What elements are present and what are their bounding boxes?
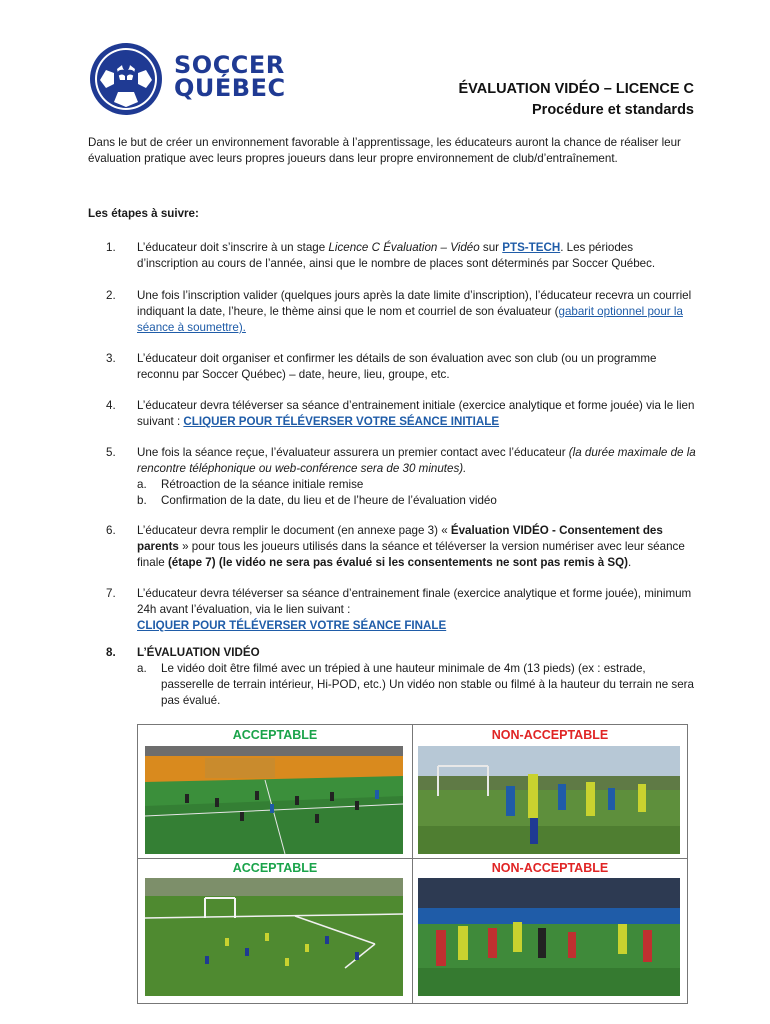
- camera-angle-examples-table: [137, 724, 688, 1004]
- indoor-field-ground-level-photo: [418, 878, 680, 996]
- non-acceptable-label: NON-ACCEPTABLE: [491, 861, 609, 875]
- step-text: » pour tous les joueurs utilisés dans la séance et téléverser la version numériser avec leur séance finale: [137, 540, 685, 569]
- step-text-italic: Licence C Évaluation – Vidéo: [328, 241, 480, 254]
- step-text: L’éducateur devra remplir le document (en annexe page 3) «: [137, 524, 451, 537]
- step-5: [106, 445, 696, 509]
- sub-letter: a.: [137, 478, 147, 491]
- step-body: [137, 240, 696, 272]
- step-number: 5.: [106, 446, 116, 459]
- logo-line-1: SOCCER: [174, 51, 285, 79]
- step-text: .: [628, 556, 632, 569]
- step-text-italic: (la durée maximale de la rencontre téléphonique ou web-conférence sera de 30 minutes).: [137, 446, 696, 475]
- pts-tech-link[interactable]: PTS-TECH: [502, 241, 561, 254]
- step-text: L’éducateur devra téléverser sa séance d’entrainement finale (exercice analytique et forme jouée), minimum 24h avant l’évaluation, via le lien suivant :: [137, 587, 692, 616]
- step-text-bold: Évaluation VIDÉO - Consentement des parents: [137, 524, 663, 553]
- step-number: 8.: [106, 646, 116, 659]
- gabarit-link[interactable]: gabarit optionnel pour la séance à soumettre).: [137, 305, 683, 334]
- step-text: Une fois la séance reçue, l’évaluateur assurera un premier contact avec l’éducateur: [137, 446, 569, 459]
- upload-final-session-link[interactable]: CLIQUER POUR TÉLÉVERSER VOTRE SÉANCE FINALE: [137, 619, 447, 632]
- step-4: [106, 398, 696, 430]
- logo-line-2: QUÉBEC: [174, 74, 286, 102]
- step-text: L’éducateur doit s’inscrire à un stage: [137, 241, 329, 254]
- acceptable-label: ACCEPTABLE: [232, 861, 318, 875]
- sub-item-a: [137, 477, 696, 493]
- logo-wordmark: [174, 51, 286, 102]
- soccer-quebec-logo: [88, 40, 286, 118]
- table-divider-horizontal: [138, 858, 687, 859]
- non-acceptable-label: NON-ACCEPTABLE: [491, 728, 609, 742]
- step-2: [106, 288, 696, 336]
- outdoor-field-ground-level-photo: [418, 746, 680, 854]
- step-number: 7.: [106, 587, 116, 600]
- step-text-bold: (le vidéo ne sera pas évalué si les consentements ne sont pas remis à SQ): [218, 556, 629, 569]
- sub-item-b: [137, 493, 696, 509]
- step-number: 4.: [106, 399, 116, 412]
- step-3: [106, 351, 696, 383]
- step-body: [137, 445, 696, 509]
- soccer-ball-fleur-de-lis-icon: [88, 40, 166, 118]
- sub-item-a: [137, 661, 696, 709]
- step-body: [137, 586, 696, 634]
- step-body: [137, 288, 696, 336]
- outdoor-field-high-angle-photo: [145, 878, 403, 996]
- step-7: [106, 586, 696, 634]
- step-text-bold: (étape 7): [167, 556, 216, 569]
- sub-letter: a.: [137, 662, 147, 675]
- step-text: Une fois l’inscription valider (quelques jours après la date limite d’inscription), l’éducateur recevra un courriel indiquant la date, l’heure, le thème ainsi que le nom et courriel de son évaluateur (: [137, 289, 692, 318]
- sub-text: Confirmation de la date, du lieu et de l’heure de l’évaluation vidéo: [161, 494, 497, 507]
- step-text: . Les périodes d’inscription au cours de l’année, ainsi que le nombre de places sont déterminés par Soccer Québec.: [137, 241, 656, 270]
- step-8: [106, 645, 696, 709]
- step-number: 3.: [106, 352, 116, 365]
- step-number: 2.: [106, 289, 116, 302]
- step-6: [106, 523, 696, 571]
- title-line-2: Procédure et standards: [532, 102, 694, 118]
- step-number: 6.: [106, 524, 116, 537]
- step-1: [106, 240, 696, 272]
- step-number: 1.: [106, 241, 116, 254]
- step-text: L’éducateur devra téléverser sa séance d’entrainement initiale (exercice analytique et forme jouée) via le lien suivant :: [137, 399, 695, 428]
- sub-letter: b.: [137, 494, 147, 507]
- upload-initial-session-link[interactable]: CLIQUER POUR TÉLÉVERSER VOTRE SÉANCE INITIALE: [183, 415, 500, 428]
- step-body: L’éducateur doit organiser et confirmer les détails de son évaluation avec son club (ou un programme reconnu par Soccer Québec) – date, heure, lieu, groupe, etc.: [137, 352, 657, 381]
- title-line-1: ÉVALUATION VIDÉO – LICENCE C: [458, 81, 694, 97]
- steps-heading: Les étapes à suivre:: [88, 207, 199, 220]
- sub-text: Rétroaction de la séance initiale remise: [161, 478, 364, 491]
- indoor-field-high-angle-photo: [145, 746, 403, 854]
- step-body: [137, 398, 696, 430]
- step-text: sur: [479, 241, 503, 254]
- sub-text: Le vidéo doit être filmé avec un trépied à une hauteur minimale de 4m (13 pieds) (ex : estrade, passerelle de terrain intérieur, Hi-POD, etc.) Un vidéo non stable ou filmé à la hauteur du terrain ne sera pas évalué.: [161, 662, 694, 707]
- document-title: [458, 79, 694, 121]
- intro-paragraph: Dans le but de créer un environnement favorable à l’apprentissage, les éducateurs auront la chance de réaliser leur évaluation pratique avec leurs propres joueurs dans leur propre environnement de club/d’entraînement.: [88, 136, 681, 165]
- acceptable-label: ACCEPTABLE: [232, 728, 318, 742]
- step-body: [137, 523, 696, 571]
- step-heading: L’ÉVALUATION VIDÉO: [137, 646, 260, 659]
- step-body: [137, 645, 696, 709]
